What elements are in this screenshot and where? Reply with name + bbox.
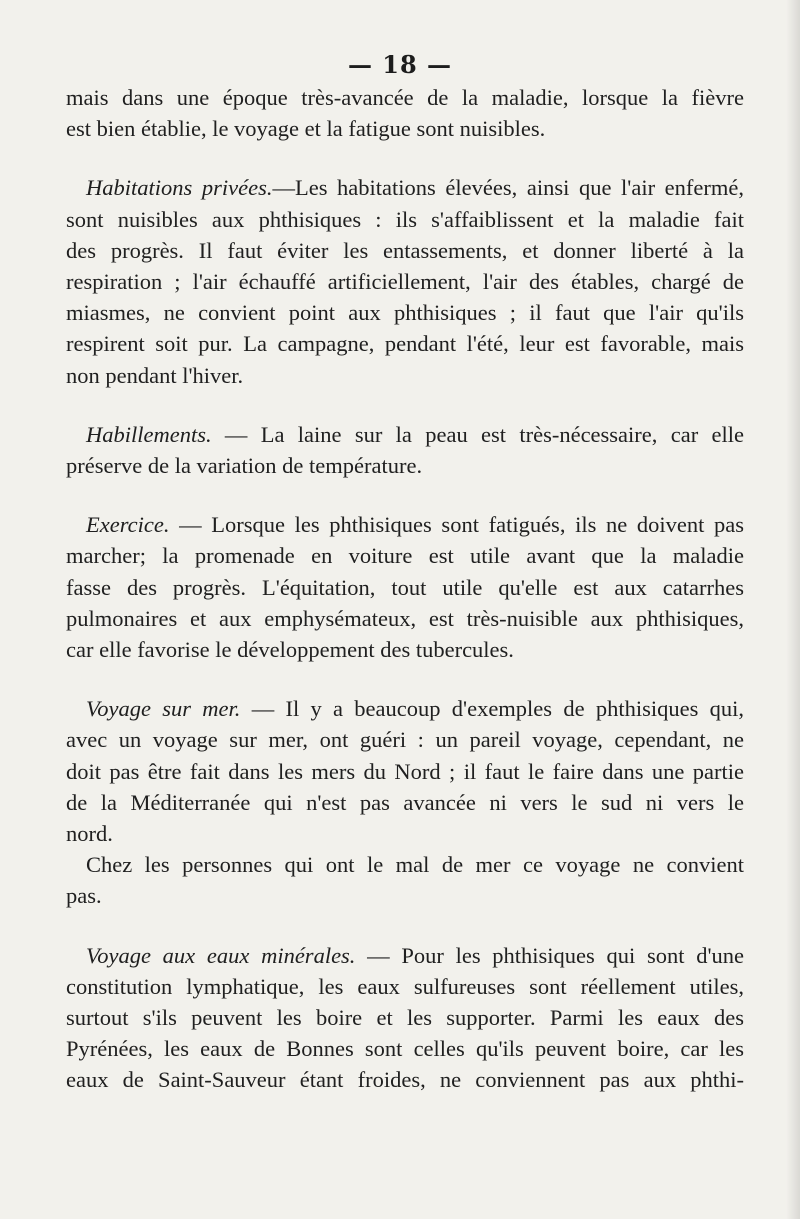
- text-run: — Il y a beaucoup d'exemples de phthisiques qui,: [240, 696, 745, 722]
- section-heading-exercice: Exercice.: [86, 512, 170, 538]
- text-line: car elle favorise le développement des tubercules.: [66, 637, 514, 663]
- paragraph-intro: [66, 82, 744, 144]
- section-heading-habitations: Habitations privées.: [86, 175, 273, 201]
- text-line: mais dans une époque très-avancée de la maladie, lorsque la fièvre: [66, 85, 744, 110]
- section-heading-voyage-mer: Voyage sur mer.: [86, 696, 241, 722]
- page-body: [66, 82, 744, 1096]
- paragraph-mal-de-mer-body: [66, 880, 744, 911]
- text-line: respirent soit pur. La campagne, pendant l'été, leur est favorable, mais: [66, 331, 744, 357]
- text-line: [86, 509, 744, 540]
- text-line: nord.: [66, 821, 113, 847]
- text-line: non pendant l'hiver.: [66, 362, 244, 388]
- text-run: — Lorsque les phthisiques sont fatigués, ils ne doivent pas: [169, 512, 744, 538]
- section-heading-eaux-minerales: Voyage aux eaux minérales.: [86, 942, 356, 968]
- text-line: fasse des progrès. L'équitation, tout utile qu'elle est aux catarrhes: [66, 574, 744, 600]
- text-line: Pyrénées, les eaux de Bonnes sont celles qu'ils peuvent boire, car les: [66, 1036, 744, 1062]
- text-line: doit pas être fait dans les mers du Nord ; il faut le faire dans une partie: [66, 758, 744, 784]
- page-number: — 18 —: [347, 50, 453, 79]
- text-line: de la Méditerranée qui n'est pas avancée ni vers le sud ni vers le: [66, 789, 744, 815]
- text-line: des progrès. Il faut éviter les entassements, et donner liberté à la: [66, 237, 744, 263]
- text-line: marcher; la promenade en voiture est utile avant que la maladie: [66, 543, 744, 569]
- text-run: —Les habitations élevées, ainsi que l'air enfermé,: [272, 175, 744, 201]
- text-line: [86, 419, 744, 450]
- text-run: — La laine sur la peau est très-nécessaire, car elle: [211, 421, 744, 447]
- paragraph-mal-de-mer: [66, 849, 744, 880]
- paragraph-voyage-mer: [66, 693, 744, 724]
- paragraph-eaux-minerales: [66, 940, 744, 971]
- paragraph-habillements-body: [66, 450, 744, 481]
- text-line: constitution lymphatique, les eaux sulfureuses sont réellement utiles,: [66, 973, 744, 999]
- text-line: surtout s'ils peuvent les boire et les supporter. Parmi les eaux des: [66, 1005, 744, 1031]
- paragraph-gap: [66, 665, 744, 693]
- paragraph-gap: [66, 144, 744, 172]
- text-line: préserve de la variation de température.: [66, 453, 423, 479]
- paragraph-exercice: [66, 509, 744, 540]
- paragraph-habitations: [66, 172, 744, 203]
- paragraph-voyage-mer-body: [66, 724, 744, 849]
- paragraph-gap: [66, 481, 744, 509]
- text-line: Chez les personnes qui ont le mal de mer ce voyage ne convient: [86, 852, 744, 878]
- paragraph-habillements: [66, 419, 744, 450]
- text-line: [86, 693, 744, 724]
- text-run: — Pour les phthisiques qui sont d'une: [355, 942, 744, 968]
- text-line: eaux de Saint-Sauveur étant froides, ne conviennent pas aux phthi-: [66, 1067, 744, 1093]
- text-line: [86, 172, 744, 203]
- paragraph-exercice-body: [66, 540, 744, 665]
- page-edge-shadow: [786, 0, 800, 1219]
- paragraph-habitations-body: [66, 204, 744, 391]
- text-line: [86, 940, 744, 971]
- text-line: est bien établie, le voyage et la fatigue sont nuisibles.: [66, 116, 546, 142]
- text-line: pulmonaires et aux emphysémateux, est très-nuisible aux phthisiques,: [66, 605, 744, 631]
- paragraph-gap: [66, 912, 744, 940]
- text-line: miasmes, ne convient point aux phthisiques ; il faut que l'air qu'ils: [66, 300, 744, 326]
- text-line: avec un voyage sur mer, ont guéri : un pareil voyage, cependant, ne: [66, 727, 744, 753]
- paragraph-eaux-minerales-body: [66, 971, 744, 1096]
- text-line: sont nuisibles aux phthisiques : ils s'affaiblissent et la maladie fait: [66, 206, 744, 232]
- text-line: pas.: [66, 883, 102, 909]
- section-heading-habillements: Habillements.: [86, 421, 212, 447]
- text-line: respiration ; l'air échauffé artificiellement, l'air des étables, chargé de: [66, 269, 744, 295]
- paragraph-gap: [66, 391, 744, 419]
